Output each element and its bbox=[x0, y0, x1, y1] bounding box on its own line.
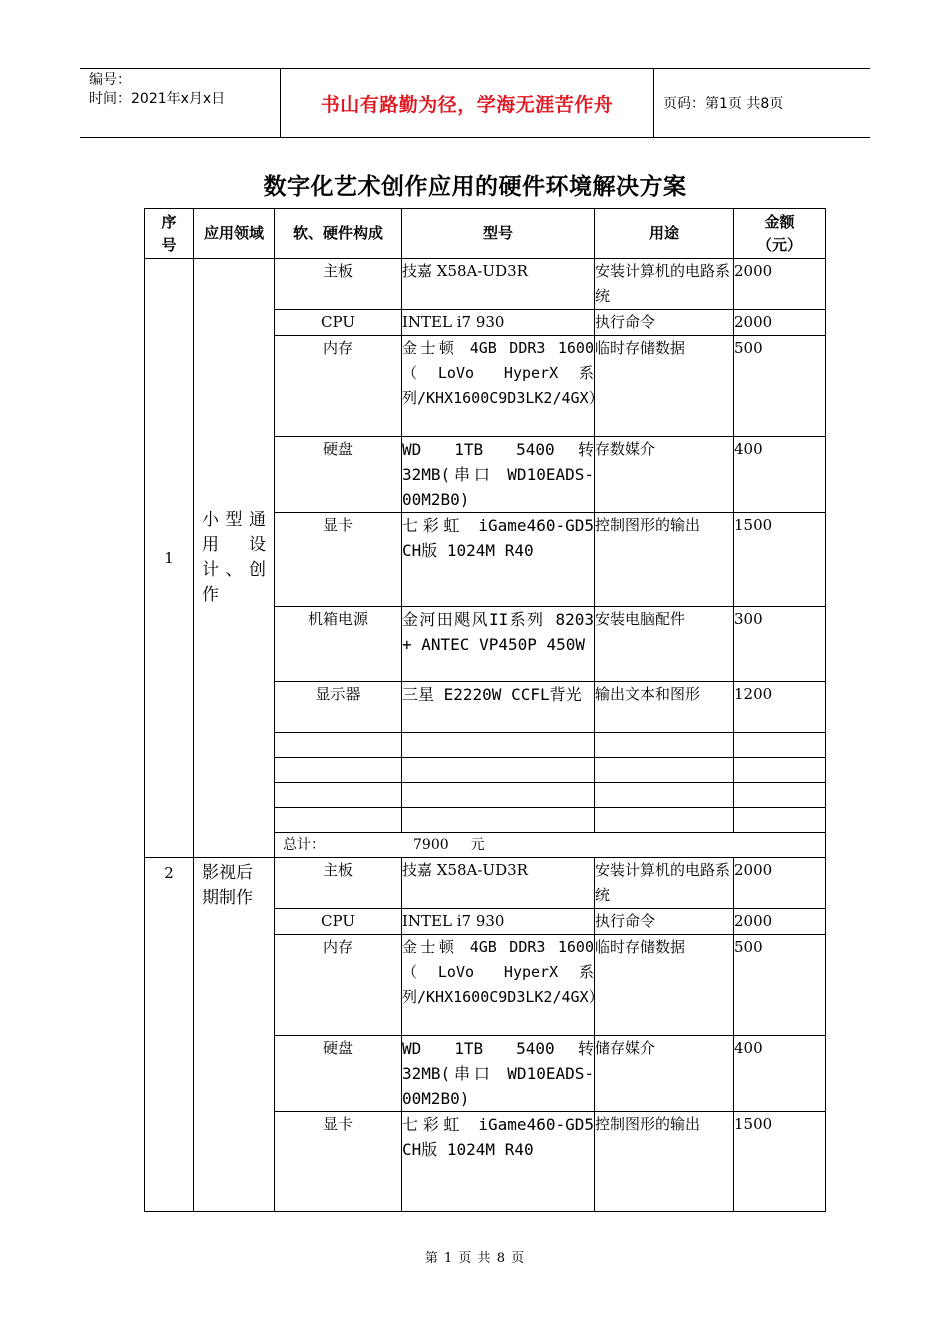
header-motto-cell bbox=[281, 69, 654, 137]
component-cell: 主板 bbox=[275, 259, 402, 310]
amount-cell: 400 bbox=[734, 437, 826, 513]
table-row bbox=[145, 259, 826, 310]
model-cell: 七彩虹 iGame460-GD5 CH版 1024M R40 bbox=[402, 1112, 595, 1212]
table-row bbox=[145, 858, 826, 909]
amount-cell: 2000 bbox=[734, 259, 826, 310]
component-cell: CPU bbox=[275, 909, 402, 935]
component-cell: CPU bbox=[275, 310, 402, 336]
model-cell: 七彩虹 iGame460-GD5 CH版 1024M R40 bbox=[402, 513, 595, 607]
use-cell: 执行命令 bbox=[595, 909, 734, 935]
model-cell: INTEL i7 930 bbox=[402, 310, 595, 336]
header-motto: 书山有路勤为径，学海无涯苦作舟 bbox=[320, 93, 614, 116]
component-cell: 机箱电源 bbox=[275, 607, 402, 682]
model-cell: 技嘉 X58A-UD3R bbox=[402, 858, 595, 909]
amount-cell: 2000 bbox=[734, 909, 826, 935]
component-cell: 硬盘 bbox=[275, 437, 402, 513]
use-cell: 控制图形的输出 bbox=[595, 1112, 734, 1212]
use-cell: 输出文本和图形 bbox=[595, 682, 734, 733]
total-unit: 元 bbox=[470, 837, 485, 853]
model-cell: 金河田飓风II系列 8203 + ANTEC VP450P 450W bbox=[402, 607, 595, 682]
model-cell: WD 1TB 5400转 32MB(串口 WD10EADS-00M2B0) bbox=[402, 437, 595, 513]
group-seq: 1 bbox=[145, 259, 194, 858]
amount-cell: 2000 bbox=[734, 858, 826, 909]
model-cell: 金士顿 4GB DDR3 1600（LoVo HyperX系列/KHX1600C9D3LK2/4GX） bbox=[402, 336, 595, 437]
component-cell: 显示器 bbox=[275, 682, 402, 733]
col-header-model: 型号 bbox=[402, 209, 595, 259]
model-cell: 三星 E2220W CCFL背光 bbox=[402, 682, 595, 733]
document-title: 数字化艺术创作应用的硬件环境解决方案 bbox=[263, 174, 687, 200]
total-label: 总计： bbox=[283, 837, 325, 853]
col-header-seq: 序号 bbox=[145, 209, 194, 259]
use-cell: 执行命令 bbox=[595, 310, 734, 336]
use-cell: 临时存储数据 bbox=[595, 336, 734, 437]
component-cell: 内存 bbox=[275, 336, 402, 437]
component-cell: 硬盘 bbox=[275, 1036, 402, 1112]
col-header-use: 用途 bbox=[595, 209, 734, 259]
component-cell: 显卡 bbox=[275, 513, 402, 607]
hardware-spec-table bbox=[144, 208, 826, 1212]
use-cell: 安装计算机的电路系统 bbox=[595, 259, 734, 310]
header-page-info: 页码：第1页 共8页 bbox=[663, 96, 784, 112]
component-cell: 内存 bbox=[275, 935, 402, 1036]
total-value: 7900 bbox=[413, 837, 449, 853]
use-cell: 控制图形的输出 bbox=[595, 513, 734, 607]
total-cell bbox=[275, 833, 826, 858]
header-date-label: 时间：2021年x月x日 bbox=[89, 91, 226, 107]
header-number-label: 编号： bbox=[89, 72, 131, 88]
component-cell: 显卡 bbox=[275, 1112, 402, 1212]
model-cell: 金士顿 4GB DDR3 1600（LoVo HyperX系列/KHX1600C9D3LK2/4GX） bbox=[402, 935, 595, 1036]
col-header-field: 应用领域 bbox=[194, 209, 275, 259]
amount-cell: 1500 bbox=[734, 1112, 826, 1212]
amount-cell: 500 bbox=[734, 935, 826, 1036]
group-seq: 2 bbox=[145, 858, 194, 1212]
component-cell: 主板 bbox=[275, 858, 402, 909]
model-cell: INTEL i7 930 bbox=[402, 909, 595, 935]
amount-cell: 2000 bbox=[734, 310, 826, 336]
use-cell: 安装电脑配件 bbox=[595, 607, 734, 682]
amount-cell: 1200 bbox=[734, 682, 826, 733]
use-cell: 储存媒介 bbox=[595, 1036, 734, 1112]
use-cell: 安装计算机的电路系统 bbox=[595, 858, 734, 909]
group-field: 小型通用设计、创作 bbox=[194, 259, 275, 858]
use-cell: 临时存储数据 bbox=[595, 935, 734, 1036]
page-header bbox=[80, 68, 870, 138]
model-cell: 技嘉 X58A-UD3R bbox=[402, 259, 595, 310]
use-cell: 存数媒介 bbox=[595, 437, 734, 513]
model-cell: WD 1TB 5400转 32MB(串口 WD10EADS-00M2B0) bbox=[402, 1036, 595, 1112]
table-header-row bbox=[145, 209, 826, 259]
amount-cell: 500 bbox=[734, 336, 826, 437]
amount-cell: 1500 bbox=[734, 513, 826, 607]
col-header-amount: 金额（元） bbox=[734, 209, 826, 259]
amount-cell: 300 bbox=[734, 607, 826, 682]
group-field: 影视后期制作 bbox=[194, 858, 275, 1212]
col-header-component: 软、硬件构成 bbox=[275, 209, 402, 259]
header-meta bbox=[80, 69, 281, 137]
amount-cell: 400 bbox=[734, 1036, 826, 1112]
page-footer: 第 1 页 共 8 页 bbox=[424, 1251, 526, 1266]
